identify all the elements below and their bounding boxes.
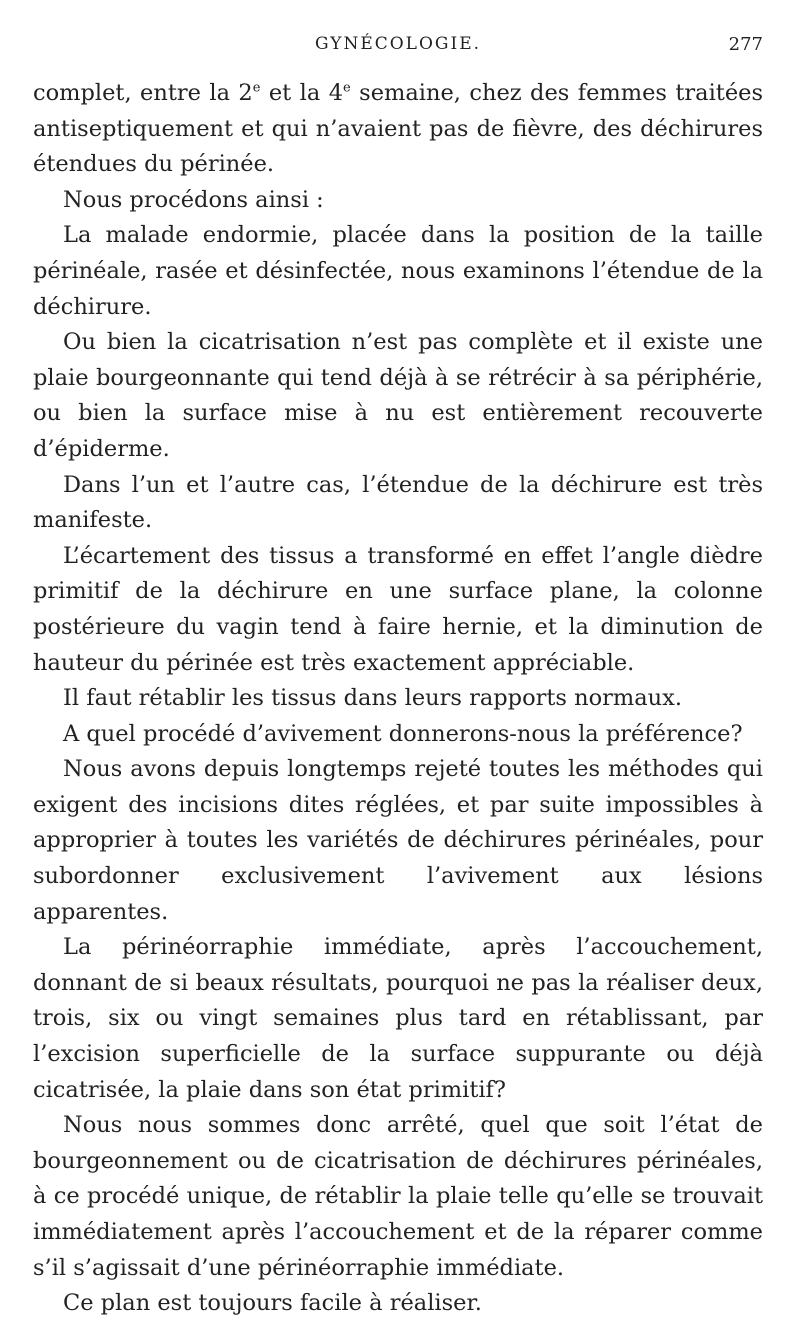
paragraph-1: [33, 76, 763, 183]
paragraph-5: Dans l’un et l’autre cas, l’étendue de la déchirure est très manifeste.: [33, 471, 763, 534]
paragraph-2: Nous procédons ainsi :: [63, 186, 324, 213]
paragraph-7: Il faut rétablir les tissus dans leurs rapports normaux.: [63, 685, 682, 712]
paragraph-9: Nous avons depuis longtemps rejeté toutes les méthodes qui exigent des incisions dites réglées, et par suite impossibles à approprier à toutes les variétés de déchirures périnéales, pour subordonner exclusivement l’avivement aux lésions apparentes.: [33, 756, 763, 925]
running-head: [33, 34, 763, 58]
paragraph-8: A quel procédé d’avivement donnerons-nous la préférence?: [63, 720, 743, 747]
ordinal-superscript: e: [343, 80, 351, 96]
ordinal-superscript: e: [252, 80, 261, 96]
paragraph-6: L’écartement des tissus a transformé en effet l’angle dièdre primitif de la déchirure en une surface plane, la colonne postérieure du vagin tend à faire hernie, et la diminution de hauteur du périnée est très exactement appréciable.: [33, 542, 763, 676]
paragraph-10: La périnéorraphie immédiate, après l’accouchement, donnant de si beaux résultats, pourquoi ne pas la réaliser deux, trois, six ou vingt semaines plus tard en rétablissant, par l’excision superficielle de la surface suppurante ou déjà cicatrisée, la plaie dans son état primitif?: [33, 934, 763, 1103]
paragraph-1-text-b: et la 4: [260, 80, 344, 106]
paragraph-4: Ou bien la cicatrisation n’est pas complète et il existe une plaie bourgeonnante qui tend déjà à se rétrécir à sa périphérie, ou bien la surface mise à nu est entièrement recouverte d’épiderme.: [33, 329, 763, 462]
paragraph-1-text-a: complet, entre la 2: [33, 80, 253, 106]
paragraph-11: Nous nous sommes donc arrêté, quel que soit l’état de bourgeonnement ou de cicatrisation de déchirures périnéales, à ce procédé unique, de rétablir la plaie telle qu’elle se trouvait immédiatement après l’accouchement et de la réparer comme s’il s’agissait d’une périnéorraphie immédiate.: [33, 1112, 763, 1281]
paragraph-12: Ce plan est toujours facile à réaliser.: [63, 1290, 482, 1317]
body-text: [33, 76, 763, 1322]
paragraph-3: La malade endormie, placée dans la position de la taille périnéale, rasée et désinfectée, nous examinons l’étendue de la déchirure.: [33, 222, 763, 320]
paragraph-1-text-c: semaine, chez des femmes traitées antiseptiquement et qui n’avaient pas de fièvre, des déchirures étendues du périnée.: [33, 80, 763, 178]
running-title: GYNÉCOLOGIE.: [314, 34, 482, 54]
page-number: 277: [728, 34, 763, 55]
